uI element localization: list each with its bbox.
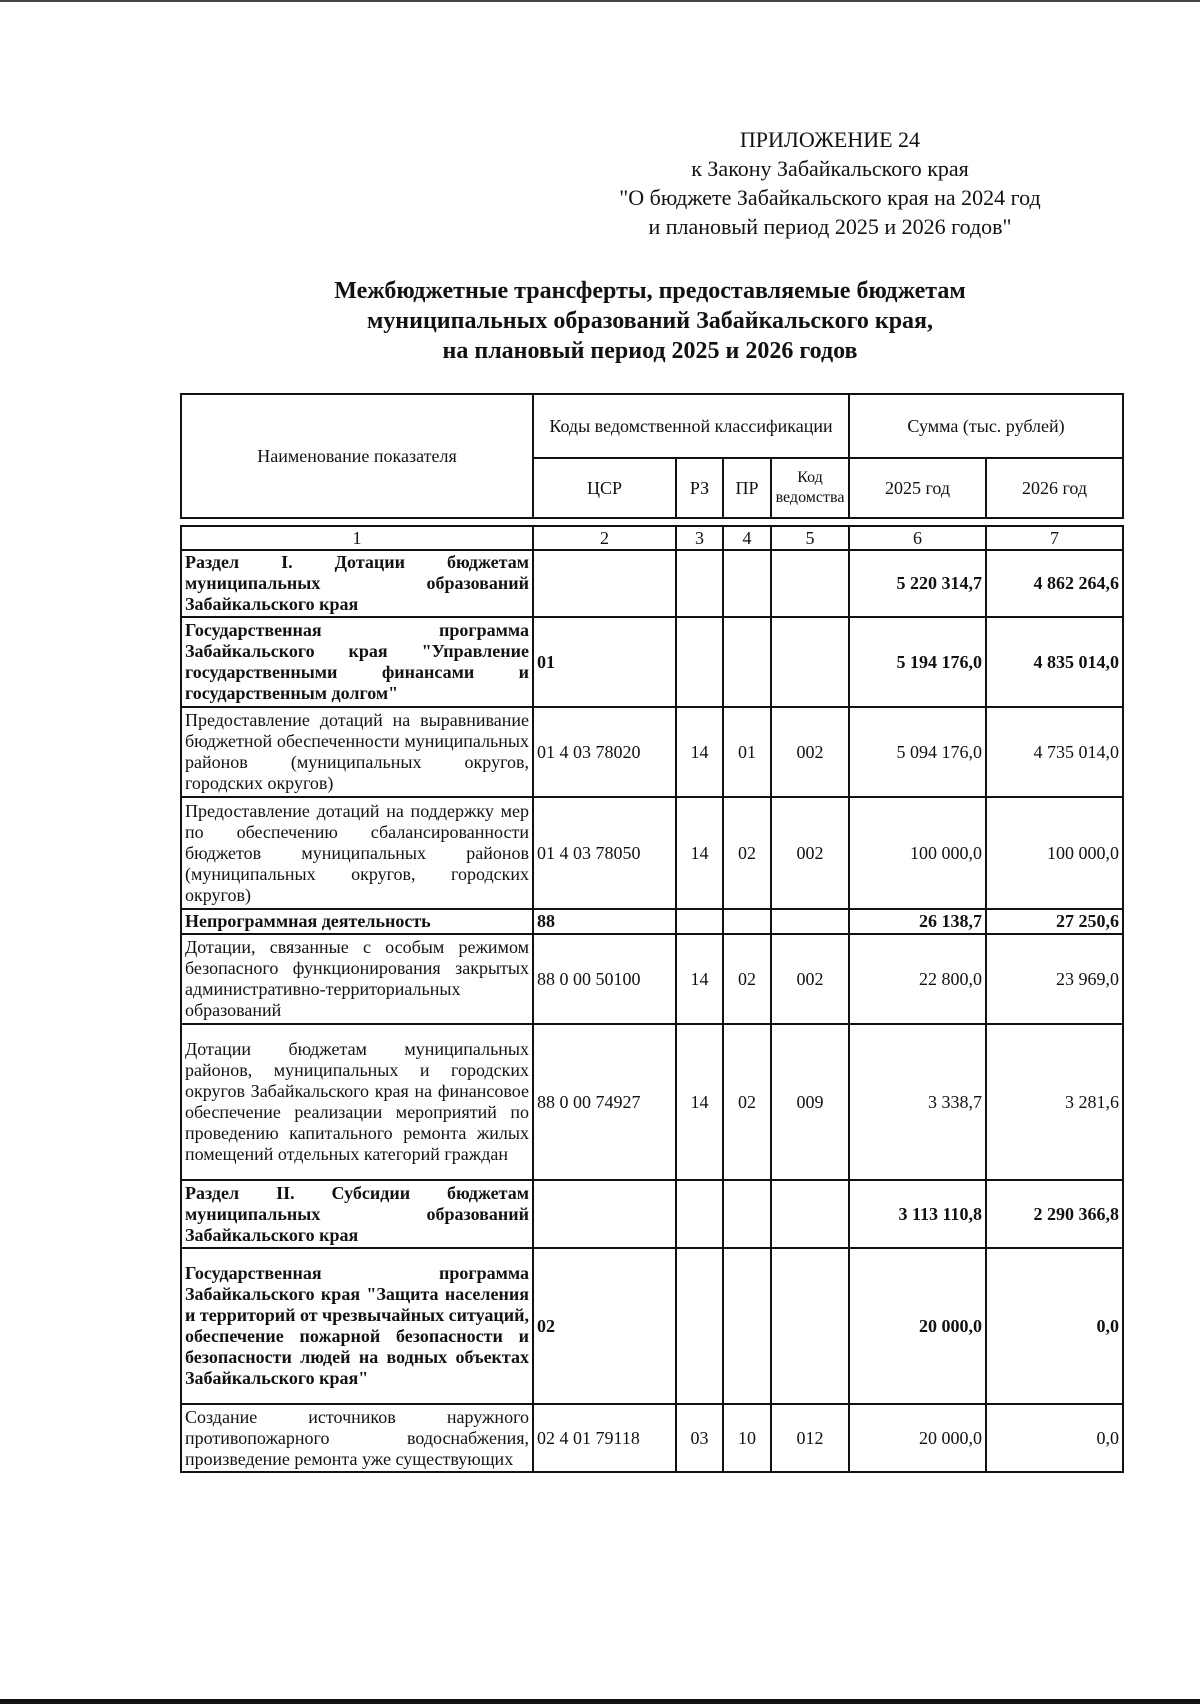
row-name: Дотации бюджетам муниципальных районов, муниципальных и городских округов Забайкальского края на финансовое обеспечение реализации мероприятий по проведению капитального ремонта жилых помещений отдельных категорий граждан [181, 1024, 533, 1180]
row-dept [771, 1180, 849, 1248]
row-rz [676, 1248, 723, 1404]
row-name: Государственная программа Забайкальского края "Защита населения и территорий от чрезвычайных ситуаций, обеспечение пожарной безопасности и безопасности людей на водных объектах Забайкальского края" [181, 1248, 533, 1404]
col-number: 7 [986, 526, 1123, 550]
row-rz [676, 550, 723, 617]
row-2025: 5 194 176,0 [849, 617, 986, 707]
row-csr: 01 4 03 78020 [533, 707, 676, 797]
row-dept [771, 550, 849, 617]
table-row [181, 550, 1123, 617]
table-row [181, 707, 1123, 797]
row-2026: 0,0 [986, 1248, 1123, 1404]
row-rz: 14 [676, 934, 723, 1024]
appendix-law-title-1: "О бюджете Забайкальского края на 2024 год [619, 185, 1041, 210]
row-2025: 20 000,0 [849, 1248, 986, 1404]
row-pr [723, 1248, 771, 1404]
row-csr: 02 4 01 79118 [533, 1404, 676, 1472]
row-2025: 5 094 176,0 [849, 707, 986, 797]
row-csr: 01 4 03 78050 [533, 797, 676, 909]
col-number: 6 [849, 526, 986, 550]
row-rz: 03 [676, 1404, 723, 1472]
row-pr [723, 617, 771, 707]
row-2025: 3 338,7 [849, 1024, 986, 1180]
row-csr: 88 0 00 74927 [533, 1024, 676, 1180]
appendix-law-ref: к Закону Забайкальского края [691, 156, 969, 181]
row-pr [723, 1180, 771, 1248]
row-2026: 27 250,6 [986, 909, 1123, 934]
row-dept [771, 617, 849, 707]
row-name: Предоставление дотаций на поддержку мер по обеспечению сбалансированности бюджетов муниципальных районов (муниципальных округов, городских округов) [181, 797, 533, 909]
row-name: Непрограммная деятельность [181, 909, 533, 934]
row-dept: 012 [771, 1404, 849, 1472]
table-row [181, 797, 1123, 909]
row-rz: 14 [676, 707, 723, 797]
row-dept [771, 1248, 849, 1404]
scan-bottom-edge [0, 1699, 1200, 1704]
scan-top-edge [0, 0, 1200, 2]
header-2025: 2025 год [849, 458, 986, 518]
title-line-2: муниципальных образований Забайкальского края, [366, 308, 934, 334]
col-number: 4 [723, 526, 771, 550]
table-row [181, 1248, 1123, 1404]
title-line-1: Межбюджетные трансферты, предоставляемые бюджетам [334, 278, 966, 304]
row-2025: 20 000,0 [849, 1404, 986, 1472]
row-rz: 14 [676, 797, 723, 909]
row-2026: 2 290 366,8 [986, 1180, 1123, 1248]
row-2025: 100 000,0 [849, 797, 986, 909]
table-row [181, 1404, 1123, 1472]
row-csr [533, 1180, 676, 1248]
col-number: 1 [181, 526, 533, 550]
table-row [181, 617, 1123, 707]
row-name: Раздел I. Дотации бюджетам муниципальных образований Забайкальского края [181, 550, 533, 617]
table-row [181, 1180, 1123, 1248]
table-row [181, 1024, 1123, 1180]
row-pr [723, 550, 771, 617]
budget-table [180, 525, 1124, 1473]
row-dept: 002 [771, 797, 849, 909]
row-dept: 002 [771, 934, 849, 1024]
row-csr: 01 [533, 617, 676, 707]
row-2025: 26 138,7 [849, 909, 986, 934]
header-csr: ЦСР [533, 458, 676, 518]
row-2026: 4 835 014,0 [986, 617, 1123, 707]
table-row [181, 909, 1123, 934]
row-rz: 14 [676, 1024, 723, 1180]
row-2026: 0,0 [986, 1404, 1123, 1472]
row-pr [723, 909, 771, 934]
row-2026: 4 735 014,0 [986, 707, 1123, 797]
row-2025: 5 220 314,7 [849, 550, 986, 617]
row-name: Раздел II. Субсидии бюджетам муниципальных образований Забайкальского края [181, 1180, 533, 1248]
row-dept [771, 909, 849, 934]
row-dept: 002 [771, 707, 849, 797]
col-number: 2 [533, 526, 676, 550]
row-rz [676, 617, 723, 707]
row-pr: 01 [723, 707, 771, 797]
row-pr: 02 [723, 797, 771, 909]
appendix-number: ПРИЛОЖЕНИЕ 24 [739, 127, 921, 152]
column-numbers-row [181, 526, 1123, 550]
header-rz: РЗ [676, 458, 723, 518]
document-title [180, 276, 1120, 366]
row-csr: 88 [533, 909, 676, 934]
row-csr: 88 0 00 50100 [533, 934, 676, 1024]
row-2026: 4 862 264,6 [986, 550, 1123, 617]
header-dept: Код ведомства [771, 458, 849, 518]
header-codes-group: Коды ведомственной классификации [533, 394, 849, 458]
row-csr [533, 550, 676, 617]
row-2025: 3 113 110,8 [849, 1180, 986, 1248]
table-header [180, 393, 1124, 519]
header-2026: 2026 год [986, 458, 1123, 518]
row-pr: 02 [723, 1024, 771, 1180]
header-sum-group: Сумма (тыс. рублей) [849, 394, 1123, 458]
row-name: Предоставление дотаций на выравнивание бюджетной обеспеченности муниципальных районов (муниципальных округов, городских округов) [181, 707, 533, 797]
row-pr: 10 [723, 1404, 771, 1472]
row-csr: 02 [533, 1248, 676, 1404]
appendix-header [560, 125, 1100, 241]
row-2026: 100 000,0 [986, 797, 1123, 909]
table-row [181, 934, 1123, 1024]
row-name: Создание источников наружного противопожарного водоснабжения, произведение ремонта уже существующих [181, 1404, 533, 1472]
col-number: 3 [676, 526, 723, 550]
row-rz [676, 1180, 723, 1248]
header-pr: ПР [723, 458, 771, 518]
row-2025: 22 800,0 [849, 934, 986, 1024]
header-name: Наименование показателя [181, 394, 533, 518]
row-rz [676, 909, 723, 934]
row-2026: 3 281,6 [986, 1024, 1123, 1180]
row-name: Государственная программа Забайкальского края "Управление государственными финансами и государственным долгом" [181, 617, 533, 707]
title-line-3: на плановый период 2025 и 2026 годов [442, 338, 858, 364]
row-dept: 009 [771, 1024, 849, 1180]
row-name: Дотации, связанные с особым режимом безопасного функционирования закрытых административно-территориальных образований [181, 934, 533, 1024]
row-2026: 23 969,0 [986, 934, 1123, 1024]
row-pr: 02 [723, 934, 771, 1024]
appendix-law-title-2: и плановый период 2025 и 2026 годов" [648, 214, 1012, 239]
col-number: 5 [771, 526, 849, 550]
